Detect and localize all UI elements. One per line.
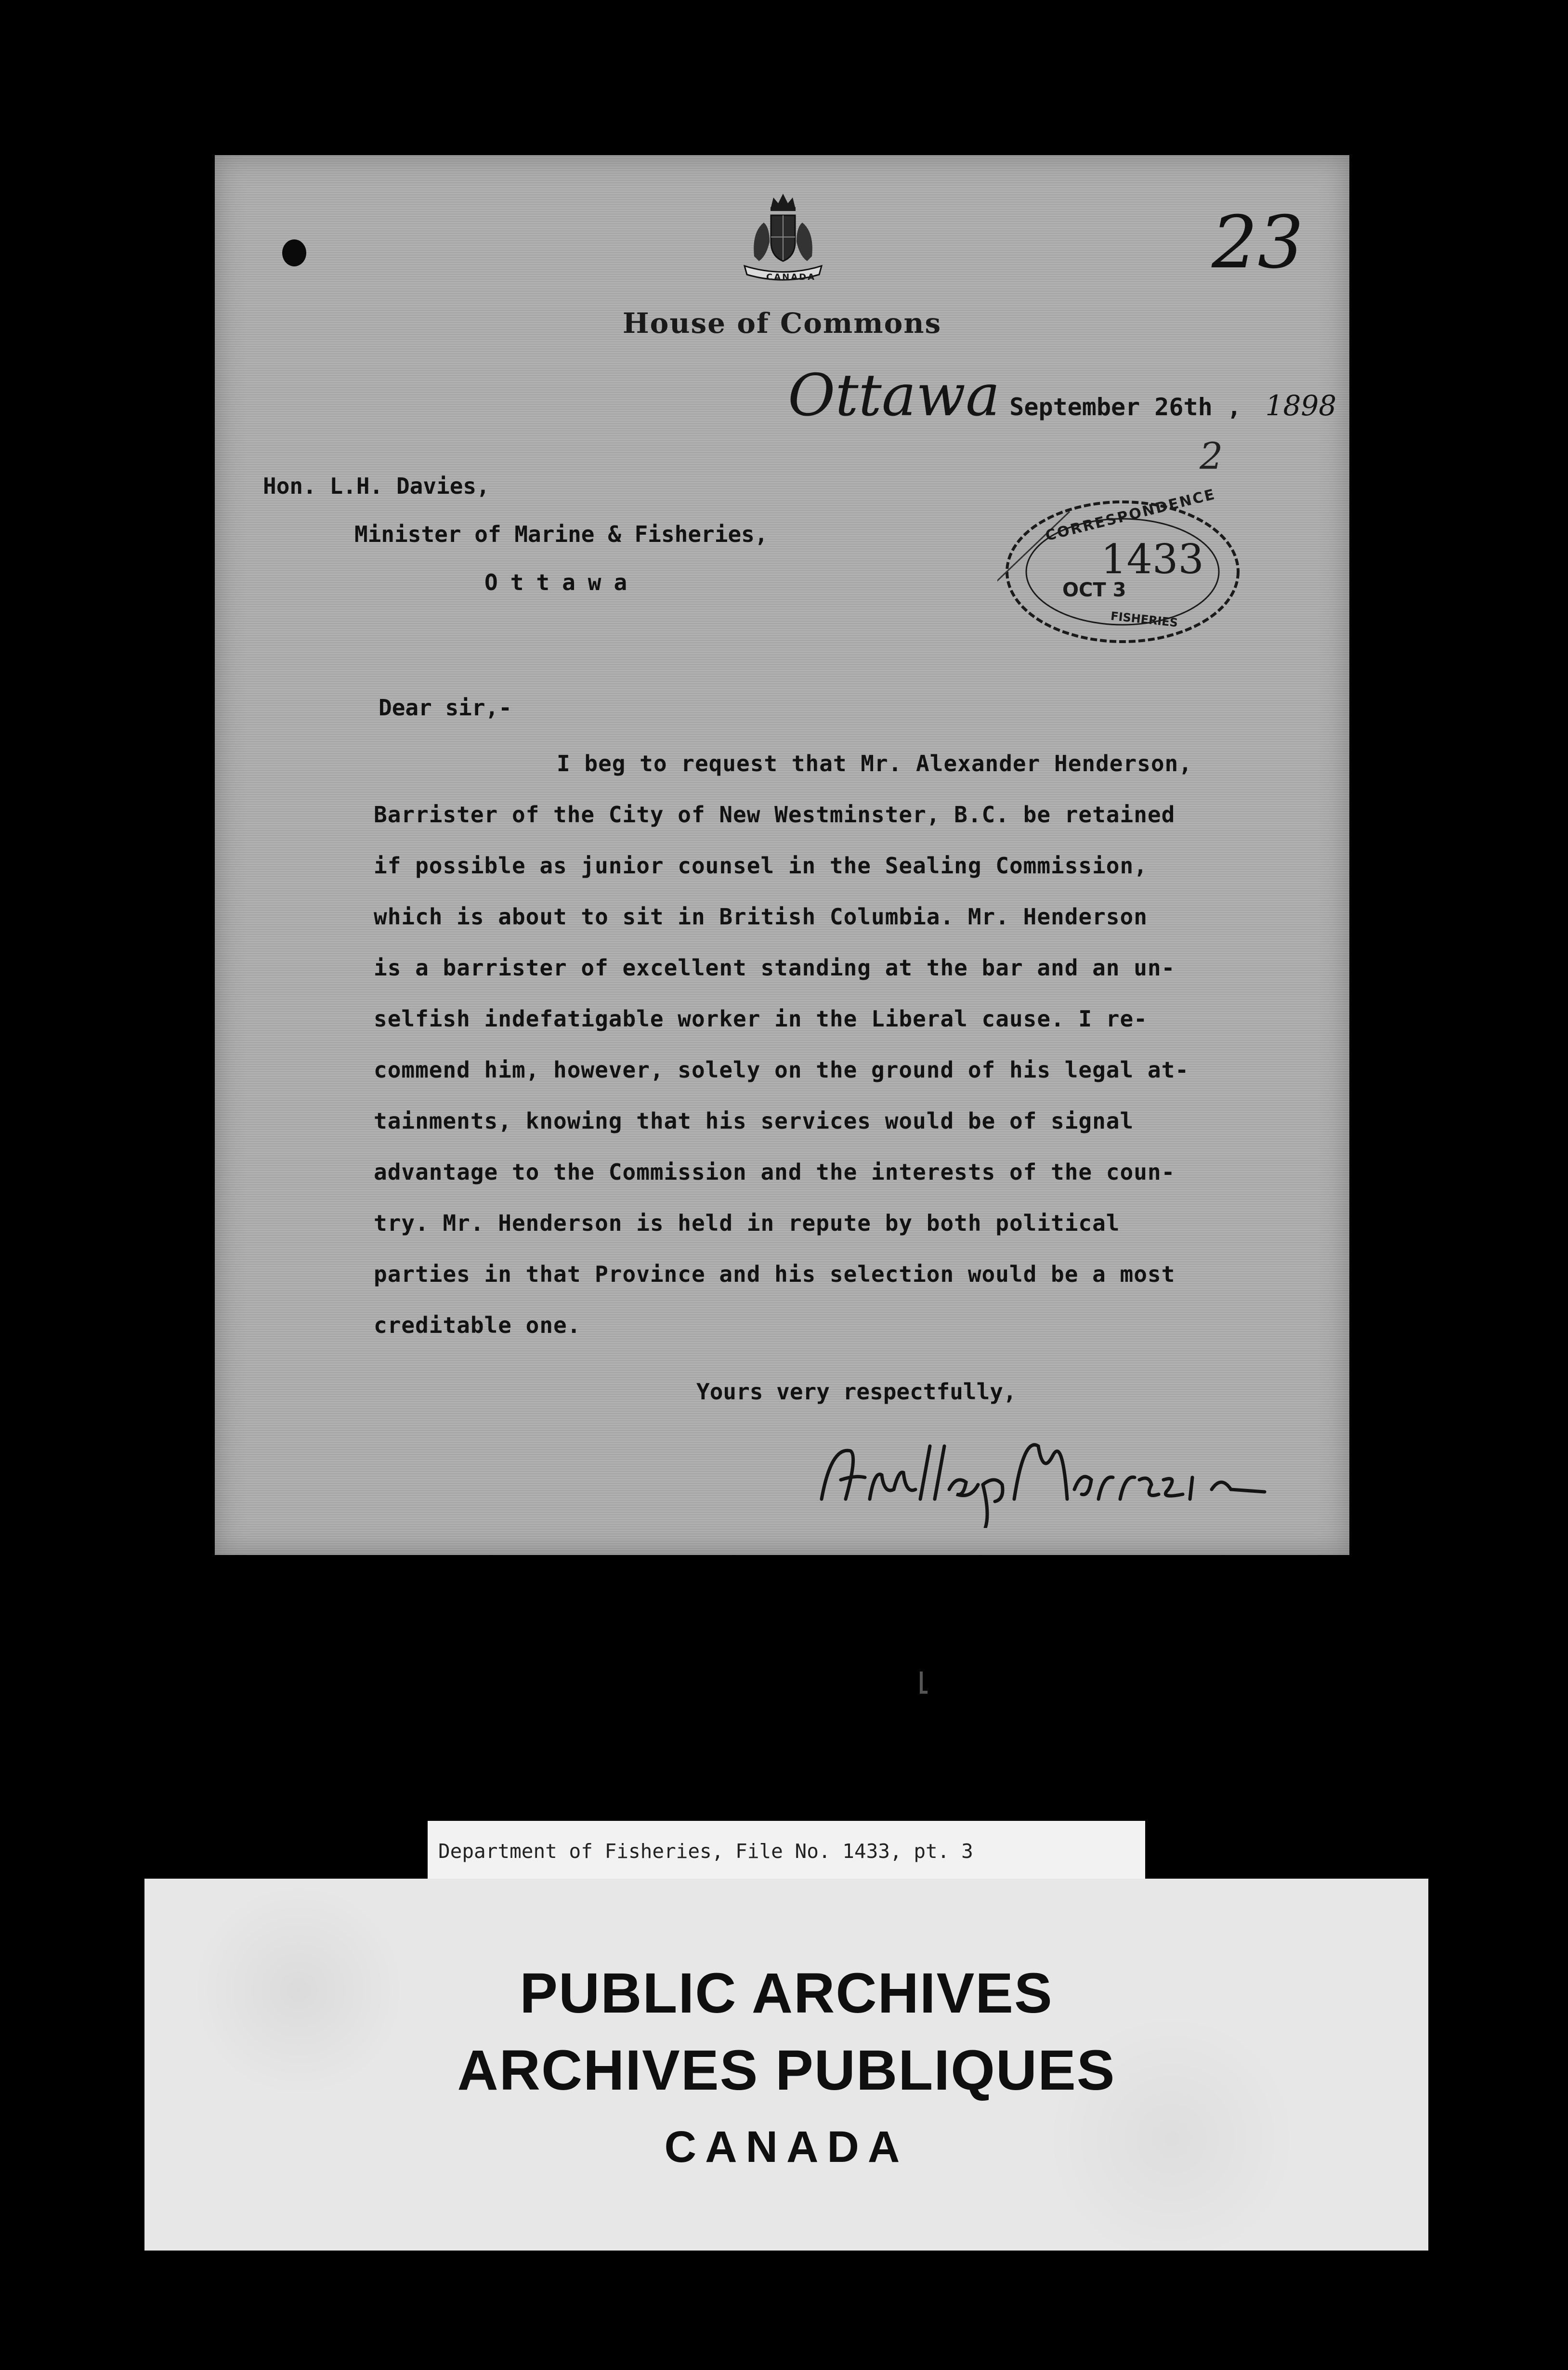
- letter-sheet: [215, 155, 1349, 1555]
- crest-ribbon-text: CANADA: [766, 272, 816, 282]
- closing: Yours very respectfully,: [696, 1379, 1017, 1405]
- body-line: Barrister of the City of New Westminster, B.C. be retained: [374, 802, 1176, 828]
- stray-mark: [920, 1672, 928, 1694]
- archive-title-english: PUBLIC ARCHIVES: [520, 1962, 1053, 2025]
- dateline-year: 1898: [1265, 389, 1337, 422]
- dateline-date: September 26th ,: [1009, 393, 1241, 421]
- body-line: creditable one.: [374, 1312, 581, 1338]
- dateline: [788, 362, 1336, 429]
- salutation: Dear sir,-: [379, 695, 512, 721]
- stamp-department: FISHERIES: [1110, 609, 1179, 630]
- stamp-title: CORRESPONDENCE: [1044, 486, 1218, 545]
- stamp-date: OCT 3: [1062, 579, 1126, 601]
- body-line: advantage to the Commission and the interests of the coun-: [374, 1159, 1176, 1185]
- recipient-name: Hon. L.H. Davies,: [263, 473, 490, 499]
- recipient-city: Ottawa: [484, 569, 640, 595]
- ink-blot: [282, 239, 306, 266]
- archive-country: CANADA: [664, 2122, 909, 2172]
- body-line: commend him, however, solely on the ground of his legal at-: [374, 1057, 1189, 1083]
- handwritten-signature-icon: [812, 1417, 1274, 1528]
- file-label: Department of Fisheries, File No. 1433, pt. 3: [428, 1821, 1145, 1882]
- letterhead-title: House of Commons: [622, 307, 942, 340]
- dateline-place: Ottawa: [788, 362, 1000, 429]
- page-number: 23: [1212, 201, 1304, 285]
- letter-body: [374, 738, 1308, 1351]
- archive-card: [144, 1879, 1428, 2251]
- recipient-title: Minister of Marine & Fisheries,: [354, 521, 768, 547]
- body-line: is a barrister of excellent standing at the bar and an un-: [374, 955, 1176, 981]
- body-line: which is about to sit in British Columbia. Mr. Henderson: [374, 904, 1148, 930]
- archive-title-french: ARCHIVES PUBLIQUES: [457, 2039, 1116, 2102]
- margin-mark: 2: [1200, 434, 1223, 477]
- body-line: I beg to request that Mr. Alexander Henderson,: [557, 750, 1192, 777]
- body-line: try. Mr. Henderson is held in repute by both political: [374, 1210, 1120, 1236]
- body-line: selfish indefatigable worker in the Liberal cause. I re-: [374, 1006, 1148, 1032]
- body-line: if possible as junior counsel in the Sealing Commission,: [374, 853, 1148, 879]
- body-line: parties in that Province and his selection would be a most: [374, 1261, 1176, 1287]
- stamp-file-number: 1433: [1101, 536, 1204, 583]
- body-line: tainments, knowing that his services would be of signal: [374, 1108, 1134, 1134]
